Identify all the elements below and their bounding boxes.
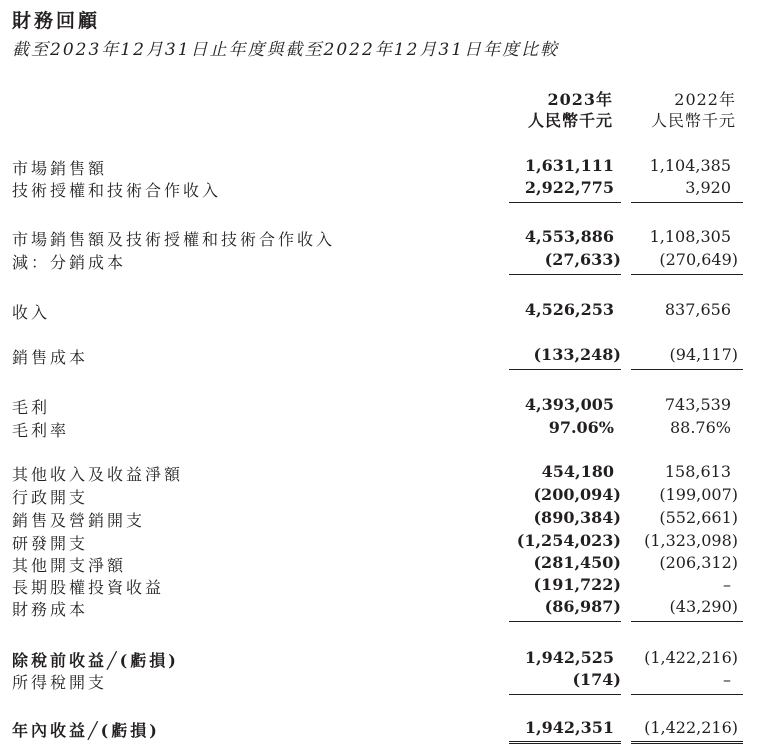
table-row — [0, 345, 758, 367]
table-row — [0, 648, 758, 670]
value-2022: (43,290) — [669, 597, 738, 616]
subtotal-rule — [631, 369, 743, 370]
row-label: 毛利率 — [12, 421, 70, 440]
subtotal-rule — [509, 694, 621, 695]
row-label: 銷售及營銷開支 — [12, 511, 146, 530]
row-label: 其他開支淨額 — [12, 556, 127, 575]
row-label: 長期股權投資收益 — [12, 578, 165, 597]
value-2023: 2,922,775 — [524, 178, 614, 197]
subtotal-rule — [631, 621, 743, 622]
value-2022: 158,613 — [664, 462, 731, 481]
value-2023: 1,942,525 — [524, 648, 614, 667]
table-row — [0, 418, 758, 440]
table-row — [0, 462, 758, 484]
section-title: 財務回顧 — [12, 10, 101, 32]
value-2022: (1,323,098) — [644, 531, 738, 550]
value-2023: (86,987) — [544, 597, 621, 616]
row-label: 市場銷售額及技術授權和技術合作收入 — [12, 230, 336, 249]
value-2023: (1,254,023) — [516, 531, 621, 550]
table-row — [0, 250, 758, 272]
value-2023: (133,248) — [533, 345, 621, 364]
table-row — [0, 156, 758, 178]
table-row — [0, 178, 758, 200]
column-unit-2022: 人民幣千元 — [650, 111, 736, 130]
row-label: 銷售成本 — [12, 348, 89, 367]
row-label: 財務成本 — [12, 600, 89, 619]
table-row — [0, 575, 758, 597]
row-label: 所得稅開支 — [12, 673, 108, 692]
table-row — [0, 395, 758, 417]
value-2023: (191,722) — [533, 575, 621, 594]
value-2023: (200,094) — [533, 485, 621, 504]
value-2022: (206,312) — [659, 553, 738, 572]
value-2023: 4,393,005 — [524, 395, 614, 414]
value-2023: 97.06% — [548, 418, 614, 437]
table-row — [0, 227, 758, 249]
row-label: 收入 — [12, 303, 51, 322]
column-year-2022: 2022年 — [674, 90, 736, 109]
section-subtitle: 截至2023年12月31日止年度與截至2022年12月31日年度比較 — [12, 40, 560, 60]
subtotal-rule — [509, 369, 621, 370]
row-label: 除稅前收益╱(虧損) — [12, 651, 179, 670]
value-2022: – — [723, 670, 731, 689]
value-2023: (27,633) — [544, 250, 621, 269]
row-label: 其他收入及收益淨額 — [12, 465, 184, 484]
value-2023: (890,384) — [533, 508, 621, 527]
table-row — [0, 485, 758, 507]
table-row — [0, 718, 758, 740]
row-label: 技術授權和技術合作收入 — [12, 181, 222, 200]
row-label: 減：分銷成本 — [12, 253, 127, 272]
value-2023: (281,450) — [533, 553, 621, 572]
table-row — [0, 553, 758, 575]
value-2022: (199,007) — [659, 485, 738, 504]
row-label: 年內收益╱(虧損) — [12, 721, 160, 740]
subtotal-rule — [631, 694, 743, 695]
value-2022: 1,108,305 — [649, 227, 731, 246]
total-double-rule — [631, 741, 743, 744]
table-row — [0, 670, 758, 692]
value-2022: 1,104,385 — [649, 156, 731, 175]
total-double-rule — [509, 741, 621, 744]
value-2023: 4,526,253 — [524, 300, 614, 319]
value-2022: 88.76% — [669, 418, 731, 437]
value-2022: (1,422,216) — [644, 718, 738, 737]
subtotal-rule — [509, 621, 621, 622]
subtotal-rule — [631, 274, 743, 275]
value-2022: 837,656 — [664, 300, 731, 319]
column-unit-2023: 人民幣千元 — [527, 111, 613, 130]
row-label: 研發開支 — [12, 534, 89, 553]
value-2023: 1,631,111 — [524, 156, 614, 175]
column-year-2023: 2023年 — [547, 90, 613, 109]
table-row — [0, 508, 758, 530]
value-2023: (174) — [572, 670, 621, 689]
subtotal-rule — [631, 202, 743, 203]
table-row — [0, 531, 758, 553]
value-2022: – — [723, 575, 731, 594]
value-2022: (270,649) — [659, 250, 738, 269]
table-row — [0, 300, 758, 322]
row-label: 毛利 — [12, 398, 51, 417]
value-2022: (1,422,216) — [644, 648, 738, 667]
value-2022: (552,661) — [659, 508, 738, 527]
subtotal-rule — [509, 202, 621, 203]
row-label: 行政開支 — [12, 488, 89, 507]
value-2023: 1,942,351 — [524, 718, 614, 737]
value-2023: 454,180 — [541, 462, 614, 481]
value-2023: 4,553,886 — [524, 227, 614, 246]
column-header-2022 — [651, 89, 736, 131]
value-2022: 3,920 — [685, 178, 731, 197]
row-label: 市場銷售額 — [12, 159, 108, 178]
subtotal-rule — [509, 274, 621, 275]
table-row — [0, 597, 758, 619]
column-header-2023 — [528, 89, 613, 131]
value-2022: (94,117) — [669, 345, 738, 364]
value-2022: 743,539 — [664, 395, 731, 414]
